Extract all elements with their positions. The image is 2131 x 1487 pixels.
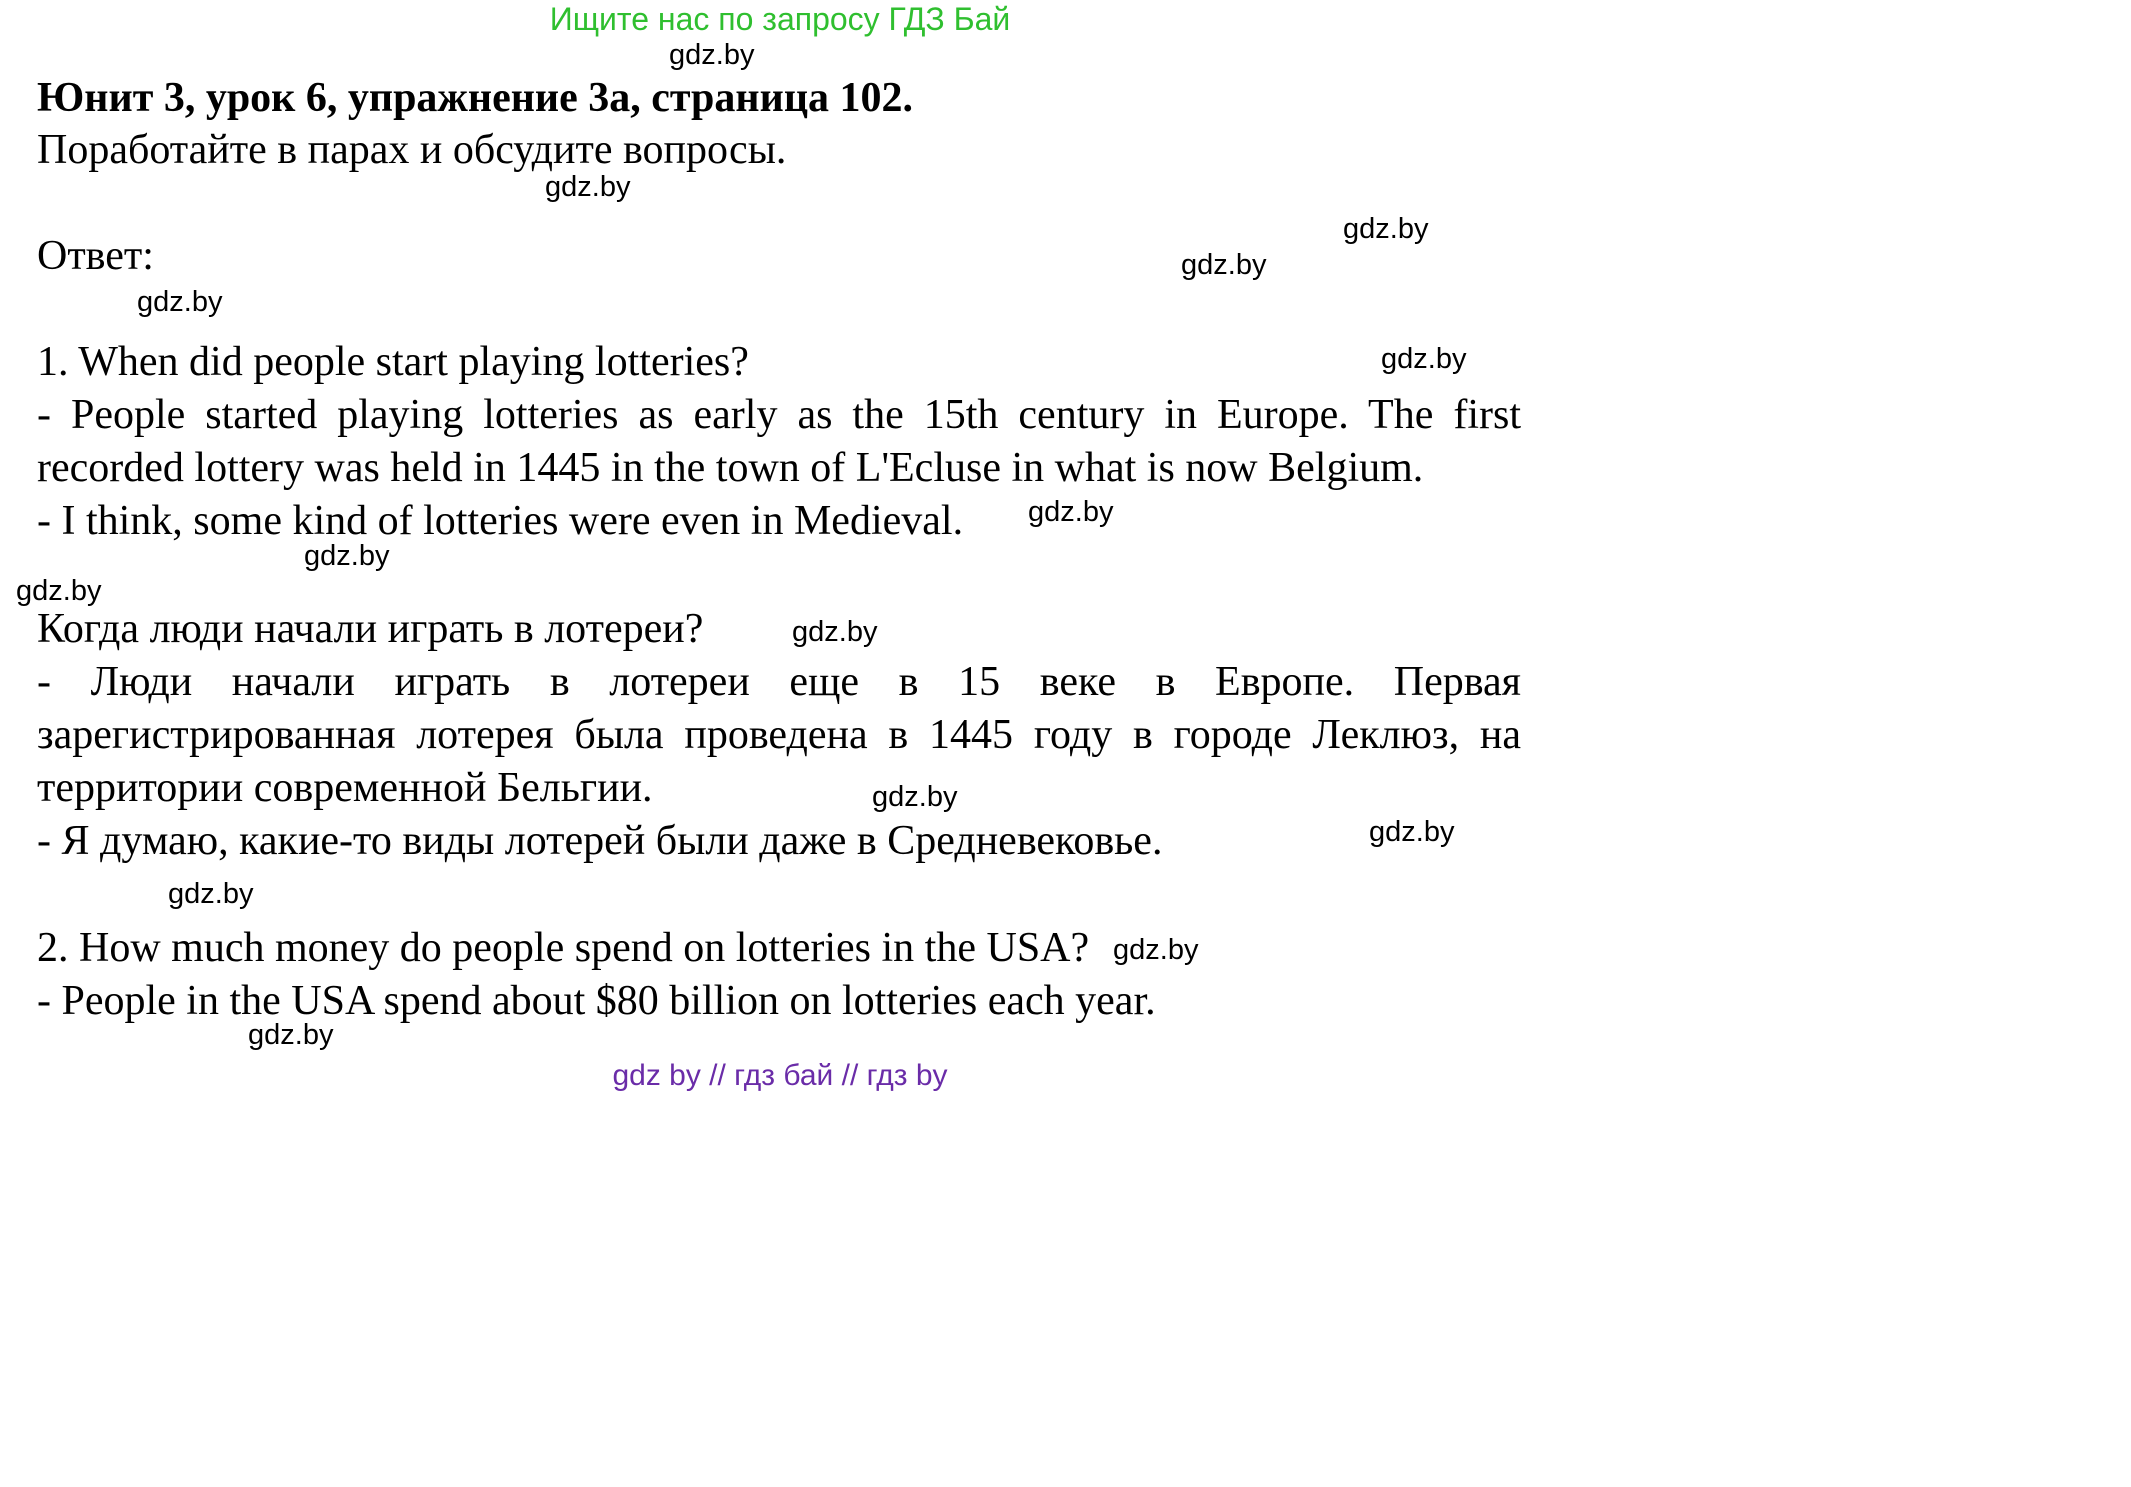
- watermark: gdz.by: [1369, 816, 1455, 848]
- watermark: gdz.by: [16, 575, 102, 607]
- watermark: gdz.by: [168, 878, 254, 910]
- answer-1-en-opinion: - I think, some kind of lotteries were even in Medieval.: [37, 498, 964, 544]
- question-1-en: 1. When did people start playing lotteries?: [37, 339, 749, 385]
- watermark: gdz.by: [248, 1019, 334, 1051]
- watermark: gdz.by: [669, 39, 755, 71]
- watermark: gdz.by: [1181, 249, 1267, 281]
- watermark: gdz.by: [1343, 213, 1429, 245]
- answer-1-ru-opinion: - Я думаю, какие-то виды лотерей были даже в Средневековье.: [37, 818, 1163, 864]
- question-1-ru: Когда люди начали играть в лотереи?: [37, 606, 704, 652]
- watermark: gdz.by: [792, 616, 878, 648]
- watermark: gdz.by: [545, 171, 631, 203]
- search-banner: Ищите нас по запросу ГДЗ Бай: [549, 1, 1011, 37]
- watermark: gdz.by: [1113, 934, 1199, 966]
- answer-2-en: - People in the USA spend about $80 billion on lotteries each year.: [37, 978, 1156, 1024]
- question-2-en: 2. How much money do people spend on lotteries in the USA?: [37, 925, 1090, 971]
- answer-1-ru-paragraph: - Люди начали играть в лотереи еще в 15 веке в Европе. Первая зарегистрированная лотерея была проведена в 1445 году в городе Леклюз, на территории современной Бельгии.: [37, 659, 1521, 811]
- watermark: gdz.by: [872, 781, 958, 813]
- page-title: Юнит 3, урок 6, упражнение 3а, страница 102.: [37, 75, 914, 121]
- watermark: gdz.by: [1381, 343, 1467, 375]
- watermark: gdz.by: [1028, 496, 1114, 528]
- answer-1-en-paragraph: - People started playing lotteries as early as the 15th century in Europe. The first recorded lottery was held in 1445 in the town of L'Ecluse in what is now Belgium.: [37, 392, 1521, 491]
- task-instruction: Поработайте в парах и обсудите вопросы.: [37, 127, 787, 173]
- answer-label: Ответ:: [37, 233, 154, 279]
- watermark: gdz.by: [137, 286, 223, 318]
- watermark: gdz.by: [304, 540, 390, 572]
- footer-links: gdz by // гдз бай // гдз by: [612, 1059, 948, 1092]
